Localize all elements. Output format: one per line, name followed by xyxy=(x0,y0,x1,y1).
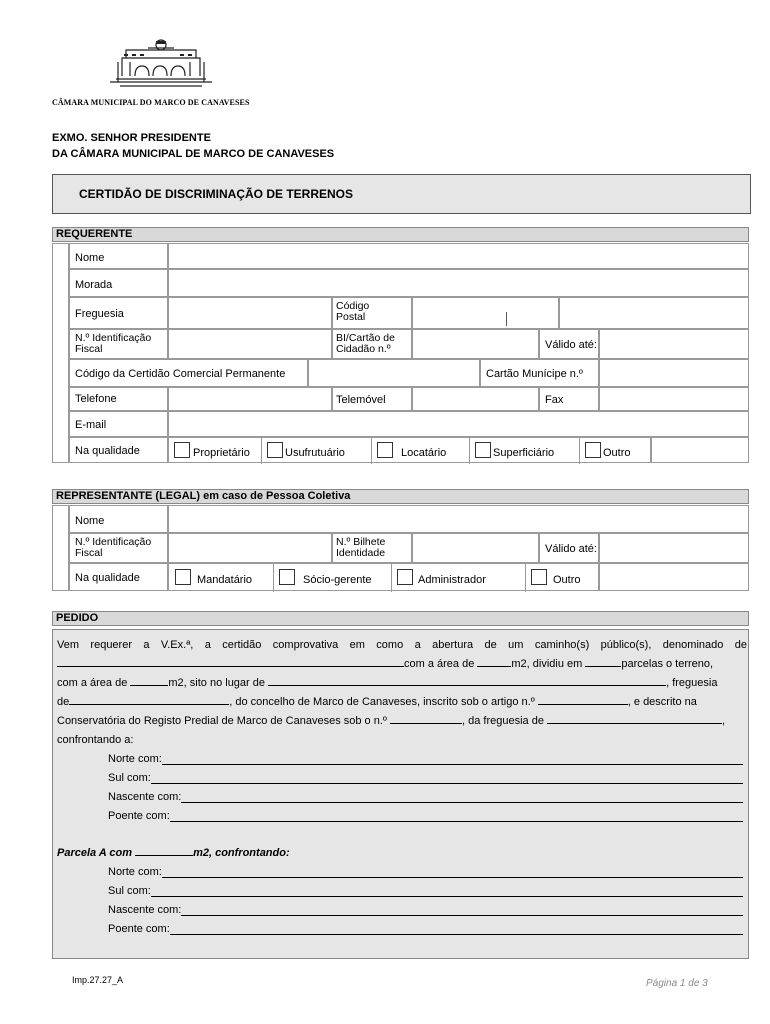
valido-ate-label-cell xyxy=(539,329,599,359)
form-code: Imp.27.27_A xyxy=(72,975,124,985)
cartao-municipe-label: Cartão Munícipe n.º xyxy=(486,368,583,380)
codigo-certidao-field[interactable] xyxy=(308,359,480,387)
parcela-nascente: Nascente com: xyxy=(108,901,743,920)
bi-cc-label-cell xyxy=(332,329,412,359)
rep-bilhete-label: N.º Bilhete Identidade xyxy=(336,536,386,560)
nome-label-cell xyxy=(69,243,168,269)
pedido-line-6: confrontando a: xyxy=(57,734,134,746)
option-usufrutuario-label: Usufrutuário xyxy=(285,447,345,459)
morada-label: Morada xyxy=(75,279,113,291)
rep-nome-field[interactable] xyxy=(168,505,749,533)
rep-qualidade-label-cell xyxy=(69,563,168,591)
option-outro-label: Outro xyxy=(603,447,631,459)
morada-label-cell xyxy=(69,269,168,297)
email-label: E-mail xyxy=(75,419,107,431)
pedido-line-2: com a área de m2, dividiu em parcelas o terreno, xyxy=(57,655,747,674)
rep-valido-label: Válido até: xyxy=(545,543,597,555)
checkbox-outro[interactable] xyxy=(585,442,601,458)
option-locatario-label: Locatário xyxy=(401,447,447,459)
confront-nascente: Nascente com: xyxy=(108,788,743,807)
rep-bilhete-label-cell xyxy=(332,533,412,563)
email-field[interactable] xyxy=(168,411,749,437)
telefone-field[interactable] xyxy=(168,387,332,411)
parcela-sul: Sul com: xyxy=(108,882,743,901)
valido-ate-field[interactable] xyxy=(599,329,749,359)
codigo-certidao-label: Código da Certidão Comercial Permanente xyxy=(75,368,286,380)
cartao-municipe-field[interactable] xyxy=(599,359,749,387)
bi-cc-label: BI/Cartão de Cidadão n.º xyxy=(336,332,395,356)
fax-label: Fax xyxy=(545,394,564,406)
codigo-postal-label: Código Postal xyxy=(336,300,370,324)
morada-field[interactable] xyxy=(168,269,749,297)
nif-label: N.º Identificação Fiscal xyxy=(75,332,152,356)
municipal-logo xyxy=(52,36,260,107)
freguesia-field[interactable] xyxy=(168,297,332,329)
rep-bilhete-field[interactable] xyxy=(412,533,539,563)
codigo-postal-field-2[interactable] xyxy=(559,297,749,329)
checkbox-mandatario[interactable] xyxy=(175,569,191,585)
option-mandatario-label: Mandatário xyxy=(197,574,253,586)
valido-ate-label: Válido até: xyxy=(545,339,597,351)
codigo-postal-field-1[interactable] xyxy=(412,297,559,329)
confront-poente: Poente com: xyxy=(108,807,743,826)
freguesia-label-cell xyxy=(69,297,168,329)
telefone-label-cell xyxy=(69,387,168,411)
rep-qualidade-options-cell xyxy=(168,563,599,591)
form-title-box xyxy=(52,174,751,214)
cartao-municipe-label-cell xyxy=(480,359,599,387)
codigo-certidao-label-cell xyxy=(69,359,308,387)
addressee-line-1: EXMO. SENHOR PRESIDENTE xyxy=(52,132,211,144)
rep-valido-label-cell xyxy=(539,533,599,563)
parcela-a-line: Parcela A com m2, confrontando: xyxy=(57,847,290,859)
checkbox-rep-outro[interactable] xyxy=(531,569,547,585)
qualidade-outro-field[interactable] xyxy=(651,437,749,463)
fax-label-cell xyxy=(539,387,599,411)
requerente-margin xyxy=(52,243,69,463)
bi-cc-field[interactable] xyxy=(412,329,539,359)
telemovel-field[interactable] xyxy=(412,387,539,411)
telemovel-label: Telemóvel xyxy=(336,394,386,406)
confront-norte: Norte com: xyxy=(108,750,743,769)
qualidade-label-cell xyxy=(69,437,168,463)
email-label-cell xyxy=(69,411,168,437)
checkbox-administrador[interactable] xyxy=(397,569,413,585)
pedido-line-4: de , do concelho de Marco de Canaveses, inscrito sob o artigo n.º , e descrito na xyxy=(57,696,697,708)
rep-nif-field[interactable] xyxy=(168,533,332,563)
pedido-line-3: com a área de m2, sito no lugar de , freguesia xyxy=(57,677,718,689)
parcela-poente: Poente com: xyxy=(108,920,743,939)
pedido-body xyxy=(52,629,749,959)
option-proprietario-label: Proprietário xyxy=(193,447,250,459)
parcela-norte: Norte com: xyxy=(108,863,743,882)
pedido-line-5: Conservatória do Registo Predial de Marco de Canaveses sob o n.º , da freguesia de , xyxy=(57,715,726,727)
checkbox-locatario[interactable] xyxy=(377,442,393,458)
form-title: CERTIDÃO DE DISCRIMINAÇÃO DE TERRENOS xyxy=(79,187,354,201)
section-requerente-heading: REQUERENTE xyxy=(52,227,749,242)
rep-qualidade-outro-field[interactable] xyxy=(599,563,749,591)
municipal-building-icon xyxy=(60,36,260,96)
nif-field[interactable] xyxy=(168,329,332,359)
addressee-line-2: DA CÂMARA MUNICIPAL DE MARCO DE CANAVESES xyxy=(52,148,335,160)
checkbox-socio-gerente[interactable] xyxy=(279,569,295,585)
rep-valido-field[interactable] xyxy=(599,533,749,563)
rep-nome-label-cell xyxy=(69,505,168,533)
pedido-line-1: Vem requerer a V.Ex.ª, a certidão comprovativa em como a abertura de um caminho(s) público(s), denominado de xyxy=(57,639,747,651)
fax-field[interactable] xyxy=(599,387,749,411)
rep-qualidade-label: Na qualidade xyxy=(75,572,140,584)
codigo-postal-label-cell xyxy=(332,297,412,329)
option-rep-outro-label: Outro xyxy=(553,574,581,586)
rep-nome-label: Nome xyxy=(75,515,105,527)
page-number: Página 1 de 3 xyxy=(646,978,708,989)
qualidade-label: Na qualidade xyxy=(75,445,140,457)
org-name: CÂMARA MUNICIPAL DO MARCO DE CANAVESES xyxy=(52,98,250,107)
representante-margin xyxy=(52,505,69,591)
section-representante-heading: REPRESENTANTE (LEGAL) em caso de Pessoa Coletiva xyxy=(52,489,749,504)
checkbox-superficiario[interactable] xyxy=(475,442,491,458)
option-socio-gerente-label: Sócio-gerente xyxy=(303,574,372,586)
telefone-label: Telefone xyxy=(75,393,117,405)
checkbox-usufrutuario[interactable] xyxy=(267,442,283,458)
qualidade-options-cell xyxy=(168,437,651,463)
freguesia-label: Freguesia xyxy=(75,308,124,320)
rep-nif-label-cell xyxy=(69,533,168,563)
telemovel-label-cell xyxy=(332,387,412,411)
nome-field[interactable] xyxy=(168,243,749,269)
nif-label-cell xyxy=(69,329,168,359)
option-superficiario-label: Superficiário xyxy=(493,447,555,459)
section-pedido-heading: PEDIDO xyxy=(52,611,749,626)
option-administrador-label: Administrador xyxy=(418,574,486,586)
confront-sul: Sul com: xyxy=(108,769,743,788)
nome-label: Nome xyxy=(75,252,105,264)
rep-nif-label: N.º Identificação Fiscal xyxy=(75,536,152,560)
checkbox-proprietario[interactable] xyxy=(174,442,190,458)
